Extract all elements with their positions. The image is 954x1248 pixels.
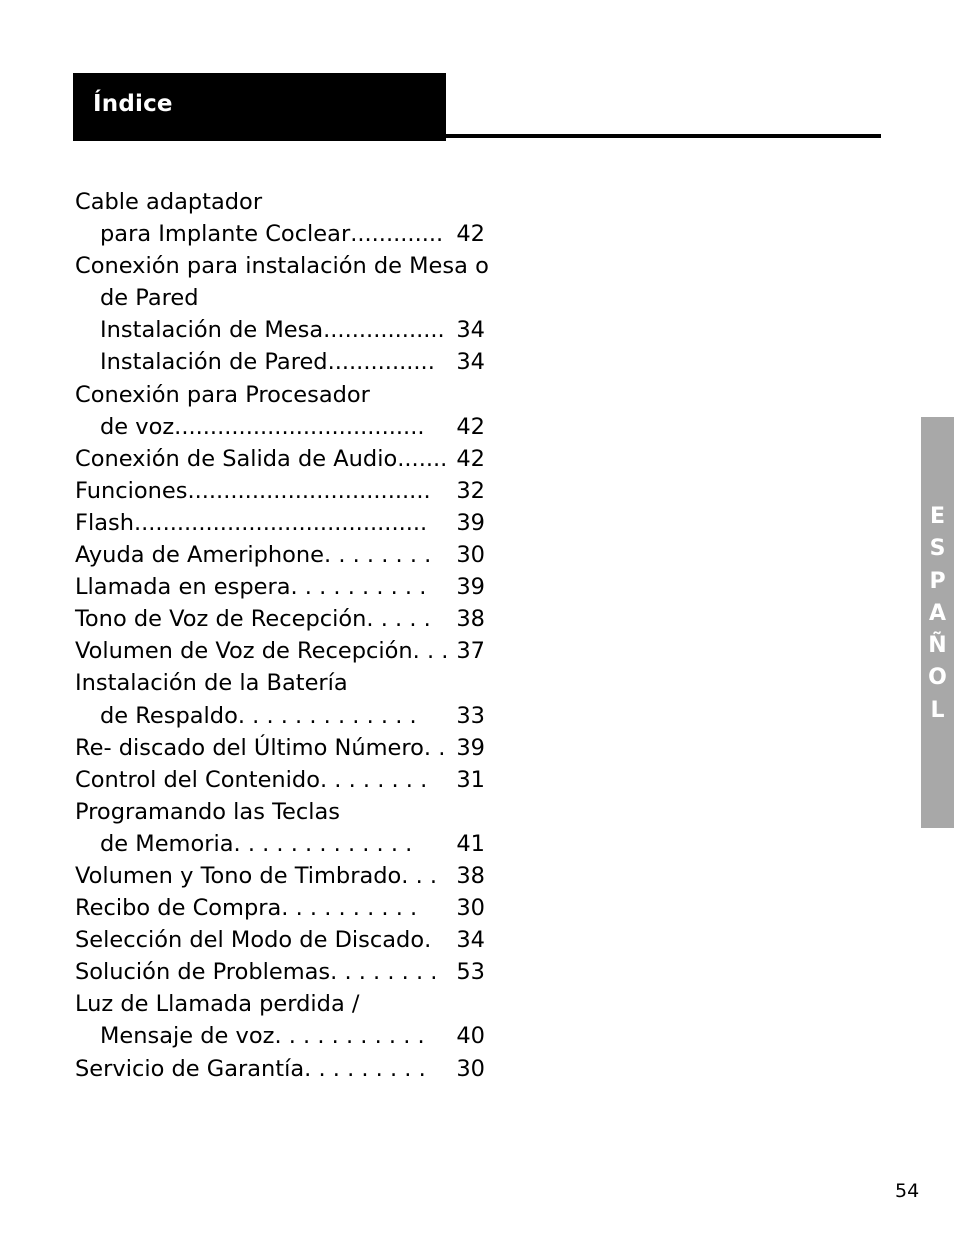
index-page-number: 41 bbox=[456, 830, 485, 857]
dot-leader: ............... bbox=[327, 349, 435, 376]
index-term: Flash bbox=[75, 509, 134, 536]
index-page-number: 38 bbox=[456, 862, 485, 889]
index-term: para Implante Coclear bbox=[100, 221, 351, 248]
index-page-number: 38 bbox=[456, 606, 485, 633]
index-entry bbox=[75, 924, 485, 956]
dot-leader: . . . . . . . . . . . . . bbox=[237, 702, 417, 729]
index-entry-line bbox=[75, 507, 485, 539]
index-term: Instalación de Pared bbox=[100, 349, 328, 376]
index-term: de voz bbox=[100, 413, 175, 440]
index-entry-line bbox=[75, 1020, 485, 1052]
index-term: Mensaje de voz bbox=[100, 1023, 275, 1050]
index-term: Conexión de Salida de Audio bbox=[75, 445, 398, 472]
index-term: Volumen y Tono de Timbrado bbox=[75, 862, 402, 889]
index-entry-line bbox=[75, 218, 485, 250]
index-entry-line bbox=[75, 539, 485, 571]
index-page-number: 40 bbox=[456, 1023, 485, 1050]
index-entry bbox=[75, 539, 485, 571]
index-entry bbox=[75, 250, 489, 378]
index-entry bbox=[75, 796, 485, 860]
index-page-number: 42 bbox=[456, 413, 485, 440]
dot-leader: ................. bbox=[323, 317, 445, 344]
index-page-number: 53 bbox=[456, 959, 485, 986]
index-entry-line bbox=[75, 924, 485, 956]
dot-leader: ....... bbox=[397, 445, 448, 472]
index-entry bbox=[75, 988, 485, 1052]
index-term: Ayuda de Ameriphone bbox=[75, 542, 325, 569]
index-entry-line bbox=[75, 667, 485, 699]
index-term: Tono de Voz de Recepción bbox=[75, 606, 367, 633]
index-entry bbox=[75, 1053, 485, 1085]
language-tab-letter: P bbox=[929, 568, 946, 594]
index-page-number: 30 bbox=[456, 895, 485, 922]
index-entry-line bbox=[75, 411, 485, 443]
index-term: Solución de Problemas bbox=[75, 959, 331, 986]
dot-leader: ............. bbox=[350, 221, 444, 248]
language-tab-letters bbox=[921, 501, 954, 727]
index-entry bbox=[75, 860, 485, 892]
index-term: Cable adaptador bbox=[75, 189, 263, 215]
index-entry bbox=[75, 186, 485, 250]
index-entry-line bbox=[75, 988, 485, 1020]
index-page-number: 39 bbox=[456, 734, 485, 761]
index-term: Programando las Teclas bbox=[75, 798, 340, 825]
index-entry-line bbox=[75, 186, 485, 218]
index-entry-line bbox=[75, 956, 485, 988]
index-page-number: 39 bbox=[456, 509, 485, 536]
index-entry-line bbox=[75, 828, 485, 860]
index-entry bbox=[75, 764, 485, 796]
index-page-number: 33 bbox=[456, 702, 485, 729]
index-term: Re- discado del Último Número bbox=[75, 734, 424, 761]
index-entry-line bbox=[75, 732, 485, 764]
index-page-number: 39 bbox=[456, 574, 485, 601]
index-entry-line bbox=[75, 796, 485, 828]
dot-leader: . . . . . . . . bbox=[324, 542, 432, 569]
index-term: de Pared bbox=[100, 285, 199, 312]
index-entry-line bbox=[75, 571, 485, 603]
section-header bbox=[73, 73, 446, 141]
language-tab bbox=[921, 417, 954, 828]
index-entry-line bbox=[75, 1053, 485, 1085]
index-entry bbox=[75, 443, 485, 475]
index-term: de Memoria bbox=[100, 830, 234, 857]
index-term: Selección del Modo de Discado bbox=[75, 927, 425, 954]
index-entry-line bbox=[75, 635, 485, 667]
index-entry bbox=[75, 635, 485, 667]
index-entry-line bbox=[75, 250, 489, 282]
index-page-number: 42 bbox=[456, 445, 485, 472]
index-term: Funciones bbox=[75, 477, 188, 504]
section-title: Índice bbox=[93, 91, 173, 117]
index-entry bbox=[75, 603, 485, 635]
index-term: Control del Contenido bbox=[75, 766, 320, 793]
index-entry-line bbox=[75, 443, 485, 475]
dot-leader: . . . bbox=[412, 638, 449, 665]
index-entry bbox=[75, 507, 485, 539]
dot-leader: . . . . . . . . bbox=[319, 766, 428, 793]
index-page-number: 30 bbox=[456, 1055, 485, 1082]
index-page-number: 34 bbox=[456, 927, 485, 954]
index-entry bbox=[75, 732, 485, 764]
index-term: Luz de Llamada perdida / bbox=[75, 991, 360, 1018]
language-tab-letter: O bbox=[928, 665, 947, 691]
index-entry-line bbox=[75, 603, 485, 635]
language-tab-letter: E bbox=[929, 504, 946, 529]
dot-leader: . . . . . . . . . . . bbox=[274, 1023, 425, 1050]
index-term: Llamada en espera bbox=[75, 574, 291, 601]
dot-leader: ......................................... bbox=[133, 509, 428, 536]
index-entry-line bbox=[75, 860, 485, 892]
index-page-number: 32 bbox=[456, 477, 485, 504]
dot-leader: . . . . . . . . . . . . . bbox=[233, 830, 413, 857]
index-page-number: 37 bbox=[456, 638, 485, 665]
dot-leader: .................................. bbox=[187, 477, 431, 504]
index-term: Conexión para instalación de Mesa o bbox=[75, 253, 489, 280]
index-entry-line bbox=[75, 379, 485, 411]
dot-leader: . . . . . . . . . . bbox=[290, 574, 427, 601]
index-entry-line bbox=[75, 282, 485, 314]
index-term: Servicio de Garantía bbox=[75, 1055, 305, 1082]
index-term: Instalación de Mesa bbox=[100, 317, 324, 344]
language-tab-letter: L bbox=[930, 697, 945, 723]
index-entry-line bbox=[75, 700, 485, 732]
index-page-number: 31 bbox=[456, 766, 485, 793]
index-page-number: 30 bbox=[456, 542, 485, 569]
index-entry-line bbox=[75, 764, 485, 796]
index-entry-line bbox=[75, 314, 485, 346]
dot-leader: . bbox=[424, 927, 432, 954]
index-term: Conexión para Procesador bbox=[75, 381, 370, 408]
index-entry bbox=[75, 892, 485, 924]
index-entry-line bbox=[75, 475, 485, 507]
index-page-number: 42 bbox=[456, 221, 485, 248]
page-number: 54 bbox=[895, 1180, 920, 1202]
index-entry bbox=[75, 956, 485, 988]
language-tab-letter: Ñ bbox=[928, 633, 947, 659]
index-entry bbox=[75, 475, 485, 507]
dot-leader: . . . bbox=[401, 862, 438, 889]
dot-leader: . . . . . . . . . bbox=[304, 1055, 426, 1082]
index-page-number: 34 bbox=[456, 317, 485, 344]
index-entry bbox=[75, 379, 485, 443]
language-tab-letter: S bbox=[929, 536, 946, 562]
dot-leader: . . . . . . . . bbox=[330, 959, 438, 986]
index-entry bbox=[75, 571, 485, 603]
header-rule bbox=[446, 134, 881, 138]
dot-leader: . . . . . . . . . . bbox=[281, 895, 418, 922]
index-list bbox=[75, 186, 489, 1085]
index-term: Instalación de la Batería bbox=[75, 670, 348, 697]
dot-leader: ................................... bbox=[174, 413, 425, 440]
index-term: de Respaldo bbox=[100, 702, 238, 729]
dot-leader: . . . . . bbox=[366, 606, 431, 633]
index-entry-line bbox=[75, 892, 485, 924]
index-page-number: 34 bbox=[456, 349, 485, 376]
index-term: Recibo de Compra bbox=[75, 895, 282, 922]
index-entry bbox=[75, 667, 485, 731]
dot-leader: . . bbox=[423, 734, 446, 761]
index-term: Volumen de Voz de Recepción bbox=[75, 638, 413, 665]
language-tab-letter: A bbox=[928, 600, 947, 626]
index-entry-line bbox=[75, 346, 485, 378]
